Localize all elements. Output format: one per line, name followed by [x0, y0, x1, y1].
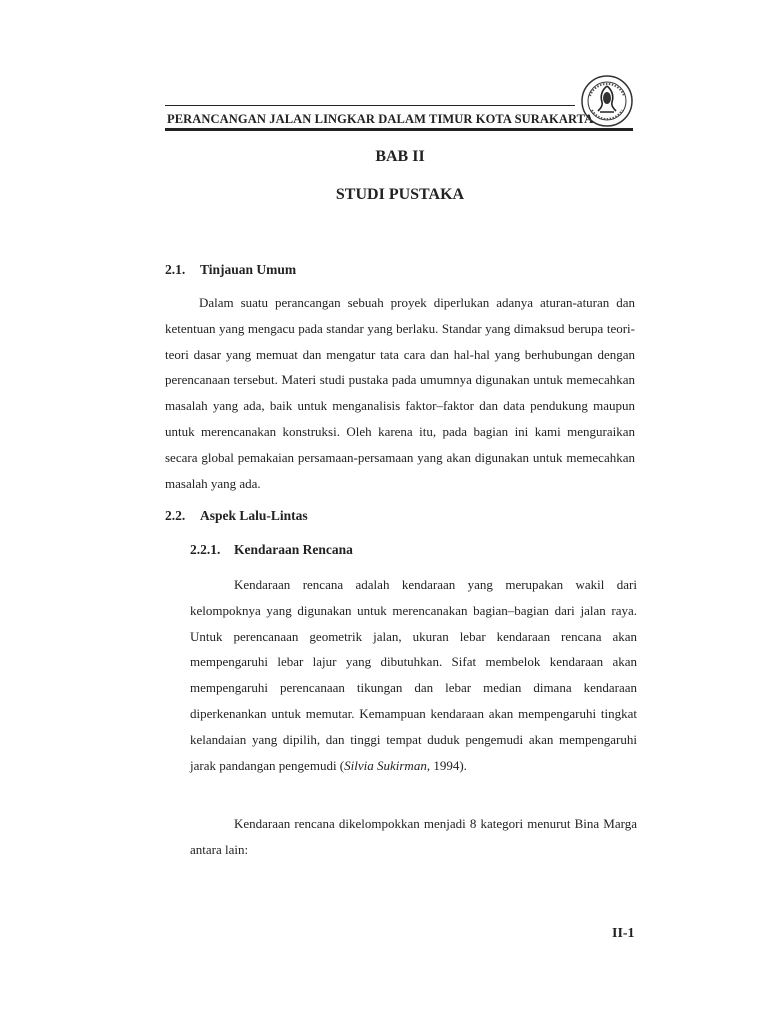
paragraph-kategori: Kendaraan rencana dikelompokkan menjadi 8 kategori menurut Bina Marga antara lain: — [190, 816, 637, 857]
section-number: 2.2. — [165, 508, 186, 523]
section-heading-2-1 — [165, 262, 296, 278]
section-heading-2-2 — [165, 508, 308, 524]
section-heading-2-2-1 — [190, 542, 353, 558]
paragraph-tinjauan-umum: Dalam suatu perancangan sebuah proyek diperlukan adanya aturan-aturan dan ketentuan yang mengacu pada standar yang berlaku. Standar yang dimaksud berupa teori-teori dasar yang memuat dan mengatur tata cara dan hal-hal yang berhubungan dengan perencanaan tersebut. Materi studi pustaka pada umumnya digunakan untuk memecahkan masalah yang ada, baik untuk menganalisis faktor–faktor dan data pendukung maupun untuk merencanakan konstruksi. Oleh karena itu, pada bagian ini kami menguraikan secara global pemakaian persamaan-persamaan yang akan digunakan untuk memecahkan masalah yang ada. — [165, 295, 635, 491]
running-header: PERANCANGAN JALAN LINGKAR DALAM TIMUR KOTA SURAKARTA — [167, 112, 594, 126]
university-seal-icon — [580, 74, 634, 128]
citation-author: Silvia Sukirman — [344, 757, 427, 773]
page-number: II-1 — [612, 926, 635, 941]
section-title: Aspek Lalu-Lintas — [200, 508, 308, 523]
citation-year: , 1994). — [426, 757, 467, 773]
header-rule-bottom — [165, 128, 633, 131]
chapter-label: BAB II — [375, 148, 425, 165]
paragraph-kendaraan-rencana — [190, 572, 637, 778]
section-number: 2.2.1. — [190, 542, 221, 557]
section-title: Tinjauan Umum — [200, 262, 297, 277]
paragraph-text: Kendaraan rencana adalah kendaraan yang merupakan wakil dari kelompoknya yang digunakan untuk merencanakan bagian–bagian dari jalan raya. Untuk perencanaan geometrik jalan, ukuran lebar kendaraan rencana akan mempengaruhi lebar lajur yang dibutuhkan. Sifat membelok kendaraan akan mempengaruhi perencanaan tikungan dan lebar median dimana kendaraan diperkenankan untuk memutar. Kemampuan kendaraan akan mempengaruhi tingkat kelandaian yang dipilih, dan tinggi tempat duduk pengemudi akan mempengaruhi jarak pandangan pengemudi ( — [190, 577, 637, 773]
chapter-title: STUDI PUSTAKA — [335, 186, 465, 203]
section-number: 2.1. — [165, 262, 186, 277]
section-title: Kendaraan Rencana — [234, 542, 353, 557]
header-rule-top — [165, 105, 575, 106]
